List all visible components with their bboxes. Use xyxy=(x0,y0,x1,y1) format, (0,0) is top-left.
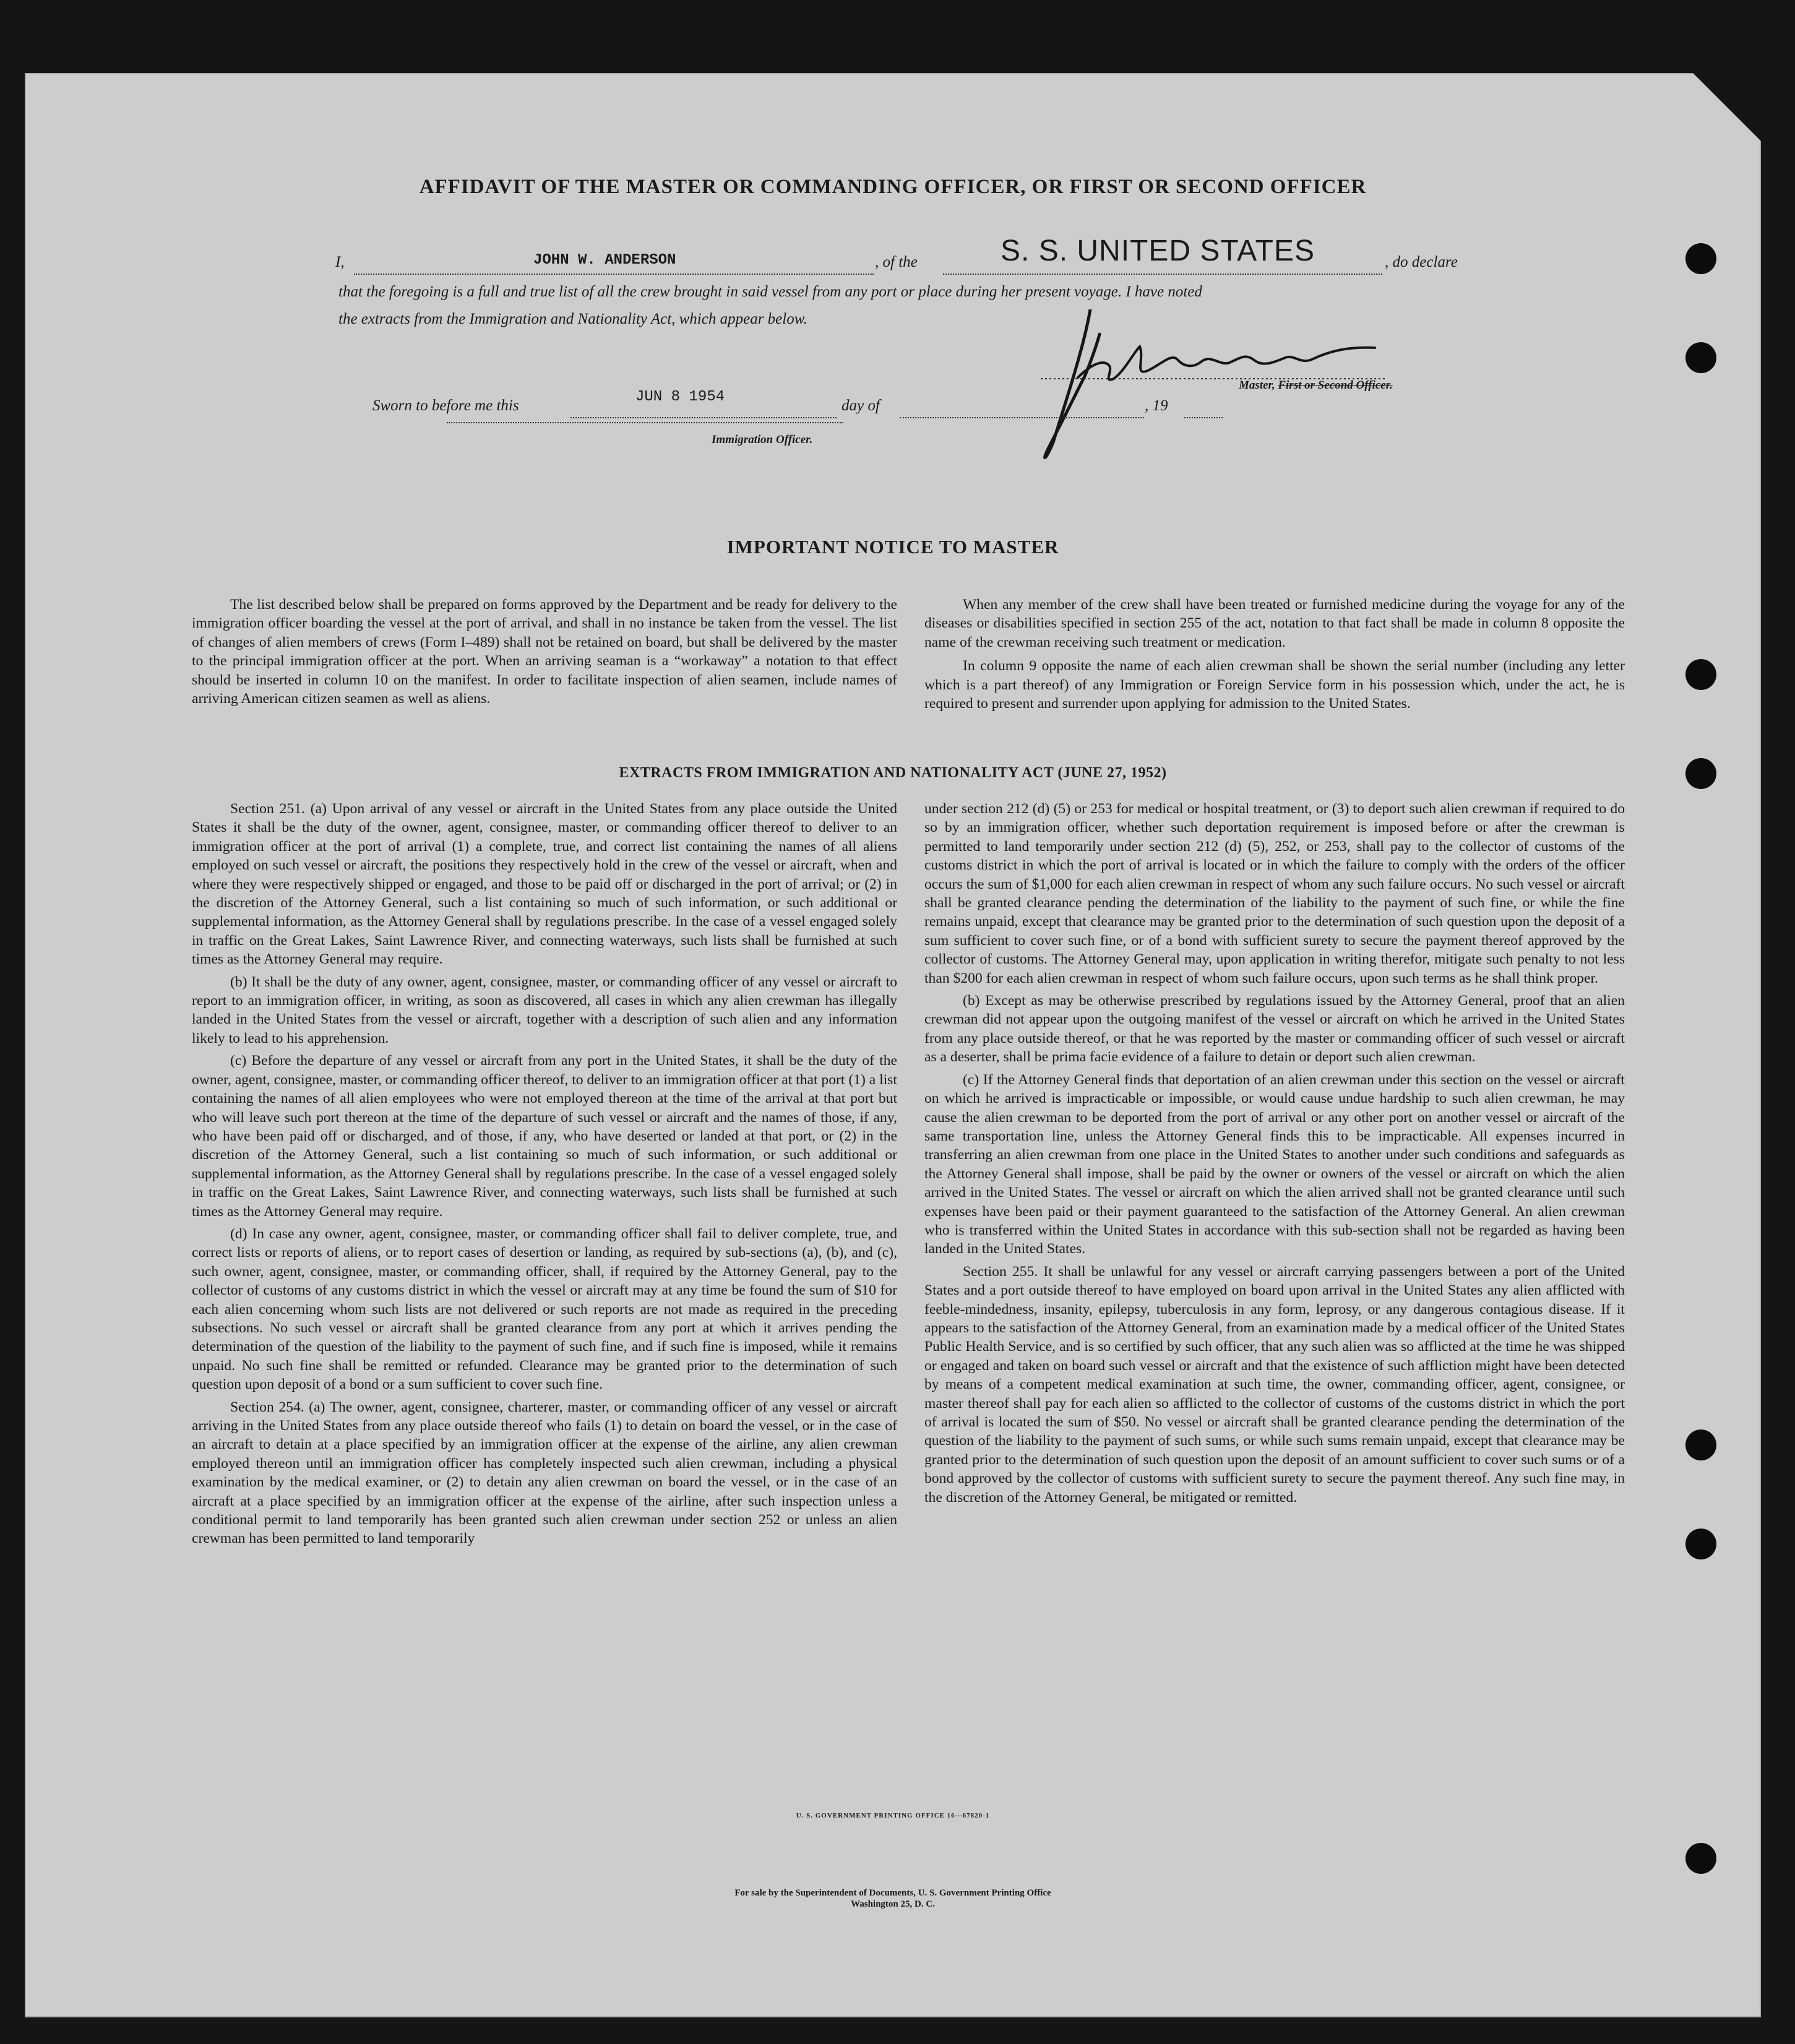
punch-hole xyxy=(1685,659,1716,690)
month-blank xyxy=(900,399,1144,418)
section-251-d: (d) In case any owner, agent, consignee, master, or commanding officer shall fail to deliver complete, true, and correct lists or reports of aliens, or to report cases of desertion or landing, as required by sub-sections (a), (b), and (c), such owner, agent, consignee, master, or commanding officer, shall, if required by the Attorney General, pay to the collector of customs of any customs district in which the vessel or aircraft may at any time be found the sum of $10 for each alien concerning whom such lists are not delivered or such reports are not made as required in the preceding subsections. No such vessel or aircraft shall be granted clearance from any port at which it arrives pending the determination of the question of the liability to the payment of such fine, and if such fine is imposed, while it remains unpaid. No such fine shall be remitted or refunded. Clearance may be granted prior to the determination of such question upon deposit of a bond or a sum sufficient to cover such fine. xyxy=(192,1225,897,1393)
sale-notice xyxy=(26,1887,1760,1910)
declaration-line-1: that the foregoing is a full and true list of all the crew brought in said vessel from any port or place during her present voyage. I have noted xyxy=(338,283,1202,300)
notice-right-paragraph-1: When any member of the crew shall have been treated or furnished medicine during the voyage for any of the diseases or disabilities specified in section 255 of the act, notation to that fact shall be made in column 8 opposite the name of the crewman receiving such treatment or medication. xyxy=(924,597,1625,650)
gpo-imprint: U. S. GOVERNMENT PRINTING OFFICE 16—67820-1 xyxy=(796,1812,990,1819)
sale-line-2: Washington 25, D. C. xyxy=(851,1899,935,1909)
sale-line-1: For sale by the Superintendent of Documents, U. S. Government Printing Office xyxy=(734,1888,1051,1898)
master-label: Master, xyxy=(1239,379,1275,392)
sworn-date-stamp: JUN 8 1954 xyxy=(635,389,725,405)
master-title-label xyxy=(1239,379,1393,392)
master-name: JOHN W. ANDERSON xyxy=(533,252,676,269)
section-251-c: (c) Before the departure of any vessel or aircraft from any port in the United States, it shall be the duty of the owner, agent, consignee, master, or commanding officer thereof, to deliver to an immigration officer at that port (1) a list containing the names of all alien employees who were not employed thereon at the time of the arrival at that port but who will leave such port thereon at the time of the departure of such vessel or aircraft and the names of those, if any, who have been paid off or discharged, and of those, if any, who have deserted or landed at that port, or (2) in the discretion of the Attorney General, such a list containing so much of such information, or such additional or supplemental information, as the Attorney General shall by regulations prescribe. In the case of a vessel engaged solely in traffic on the Great Lakes, Saint Lawrence River, and connecting waterways, such lists shall be furnished at such times as the Attorney General may require. xyxy=(192,1053,897,1220)
extracts-title: EXTRACTS FROM IMMIGRATION AND NATIONALITY ACT (JUNE 27, 1952) xyxy=(619,765,1167,781)
immigration-officer-signature-line xyxy=(447,421,843,423)
punch-hole xyxy=(1685,1430,1716,1460)
punch-hole xyxy=(1685,1529,1716,1559)
notice-left-paragraph: The list described below shall be prepared on forms approved by the Department and be ready for delivery to the immigration officer boarding the vessel at the port of arrival, and shall in no instance be taken from the vessel. The list of changes of alien members of crews (Form I–489) shall not be retained on board, but shall be delivered by the master to the principal immigration officer at the port. When an arriving seaman is a “workaway” a notation to that effect should be inserted in column 10 on the manifest. In order to facilitate inspection of alien seamen, include names of arriving American citizen seamen as well as aliens. xyxy=(192,597,897,707)
year-blank xyxy=(1184,399,1223,418)
punch-hole xyxy=(1685,758,1716,789)
notice-left-column xyxy=(192,595,897,708)
punch-hole xyxy=(1685,1843,1716,1874)
i-label: I, xyxy=(335,254,345,270)
affidavit-title: AFFIDAVIT OF THE MASTER OR COMMANDING OFFICER, OR FIRST OR SECOND OFFICER xyxy=(419,176,1367,198)
do-declare-label: , do declare xyxy=(1385,254,1458,270)
torn-corner xyxy=(1693,73,1761,141)
struck-officer-label: First or Second Officer. xyxy=(1278,379,1393,392)
section-254-b: (b) Except as may be otherwise prescribed by regulations issued by the Attorney General, proof that an alien crewman did not appear upon the outgoing manifest of the vessel or aircraft on which he arrived in the United States from any place outside thereof, or that he was reported by the master or commanding officer of such vessel or aircraft as a deserter, shall be prima facie evidence of a failure to detain or deport such alien crewman. xyxy=(924,993,1625,1066)
section-254-a: Section 254. (a) The owner, agent, consignee, charterer, master, or commanding officer of any vessel or aircraft arriving in the United States from any place outside thereof who fails (1) to detain on board the vessel, or in the case of an aircraft to detain at a place specified by an immigration officer at the expense of the airline, any alien crewman employed thereon until an immigration officer has completely inspected such alien crewman, including a physical examination by the medical examiner, or (2) to detain any alien crewman on board the vessel, or in the case of an aircraft at a place specified by an immigration officer at the expense of the airline, after such inspection unless a conditional permit to land temporarily has been granted such alien crewman under section 252 or unless an alien crewman has been permitted to land temporarily xyxy=(192,1399,897,1547)
year-prefix-label: , 19 xyxy=(1145,397,1168,414)
notice-title: IMPORTANT NOTICE TO MASTER xyxy=(726,536,1059,558)
punch-hole xyxy=(1685,243,1716,274)
punch-hole xyxy=(1685,342,1716,373)
declaration-line-2: the extracts from the Immigration and Nationality Act, which appear below. xyxy=(338,311,807,327)
extracts-left-column xyxy=(192,800,897,1548)
sworn-label: Sworn to before me this xyxy=(372,397,519,414)
affidavit-page xyxy=(25,73,1761,2017)
notice-right-column xyxy=(924,595,1625,713)
notice-right-paragraph-2: In column 9 opposite the name of each alien crewman shall be shown the serial number (including any letter which is a part thereof) of any Immigration or Foreign Service form in his possession which, under the act, he is required to present and surrender upon applying for admission to the United States. xyxy=(924,658,1625,712)
of-the-label: , of the xyxy=(875,254,918,270)
section-251-b: (b) It shall be the duty of any owner, agent, consignee, master, or commanding officer of any vessel or aircraft to report to an immigration officer, in writing, as soon as discovered, all cases in which any alien crewman has illegally landed in the United States from the vessel or aircraft, together with a description of such alien and any information likely to lead to his apprehension. xyxy=(192,973,897,1046)
extracts-right-column xyxy=(924,800,1625,1507)
section-251-a: Section 251. (a) Upon arrival of any vessel or aircraft in the United States from any place outside the United States it shall be the duty of the owner, agent, consignee, master, or commanding officer thereof to deliver to an immigration officer at the port of arrival (1) a complete, true, and correct list containing the names of all aliens employed on such vessel or aircraft, the positions they respectively hold in the crew of the vessel or aircraft, when and where they were respectively shipped or engaged, and those to be paid off or discharged in the port of arrival; or (2) in the discretion of the Attorney General, such a list containing so much of such information, or such additional or supplemental information, as the Attorney General shall by regulations prescribe. In the case of a vessel engaged solely in traffic on the Great Lakes, Saint Lawrence River, and connecting waterways, such lists shall be furnished at such times as the Attorney General may require. xyxy=(192,801,897,968)
vessel-name: S. S. UNITED STATES xyxy=(1001,235,1315,267)
section-255: Section 255. It shall be unlawful for any vessel or aircraft carrying passengers between a port of the United States and a port outside thereof to have employed on board upon arrival in the United States any alien afflicted with feeble-mindedness, insanity, epilepsy, tuberculosis in any form, leprosy, or any dangerous contagious disease. If it appears to the satisfaction of the Attorney General, from an examination made by a medical officer of the United States Public Health Service, and is so certified by such officer, that any such alien was so afflicted at the time he was shipped or engaged and taken on board such vessel or aircraft and that the existence of such affliction might have been detected by means of a competent medical examination at such time, the owner, commanding officer, agent, consignee, or master thereof shall pay for each alien so afflicted to the collector of customs of the customs district in which the port of arrival is located the sum of $50. No vessel or aircraft shall be granted clearance pending the determination of the question of the liability to the payment of such sums, or while such sums remain unpaid, except that clearance may be granted prior to the determination of such question upon the deposit of an amount sufficient to cover such sums or of a bond approved by the collector of customs with sufficient surety to secure the payment thereof. Any such fine may, in the discretion of the Attorney General, be mitigated or remitted. xyxy=(924,1263,1625,1506)
immigration-officer-label: Immigration Officer. xyxy=(712,433,813,446)
section-254-a-continued: under section 212 (d) (5) or 253 for medical or hospital treatment, or (3) to deport such alien crewman if required to do so by an immigration officer, whether such deportation requirement is imposed before or after the crewman is permitted to land temporarily under section 212 (d) (5), 252, or 253, shall pay to the collector of customs of the customs district in which the port of arrival is located or in which the failure to comply with the orders of the officer occurs the sum of $1,000 for each alien crewman in respect of whom any such failure occurs. No such vessel or aircraft shall be granted clearance pending the determination of the liability to the payment of such fine, or while the fine remains unpaid, except that clearance may be granted prior to the determination of such question upon the deposit of a sum sufficient to cover such fine, or of a bond with sufficient surety to secure the payment thereof approved by the collector of customs. The Attorney General may, upon application in writing therefor, mitigate such penalty to not less than $200 for each alien crewman in respect of whom such failure occurs, upon such terms as he shall think proper. xyxy=(924,801,1625,986)
day-of-label: day of xyxy=(842,397,880,414)
section-254-c: (c) If the Attorney General finds that deportation of an alien crewman under this section on the vessel or aircraft on which he arrived is impracticable or impossible, or would cause undue hardship to such alien crewman, he may cause the alien crewman to be deported from the port of arrival or any other port on another vessel or aircraft of the same transportation line, unless the Attorney General finds this to be impracticable. All expenses incurred in transferring an alien crewman from one place in the United States to another under such conditions and safeguards as the Attorney General shall impose, shall be paid by the owner or owners of the vessel or aircraft on which the alien arrived in the United States. The vessel or aircraft on which the alien arrived shall not be granted clearance until such expenses have been paid or their payment guaranteed to the satisfaction of the Attorney General. An alien crewman who is transferred within the United States in accordance with this sub-section shall not be regarded as having been landed in the United States. xyxy=(924,1071,1625,1257)
